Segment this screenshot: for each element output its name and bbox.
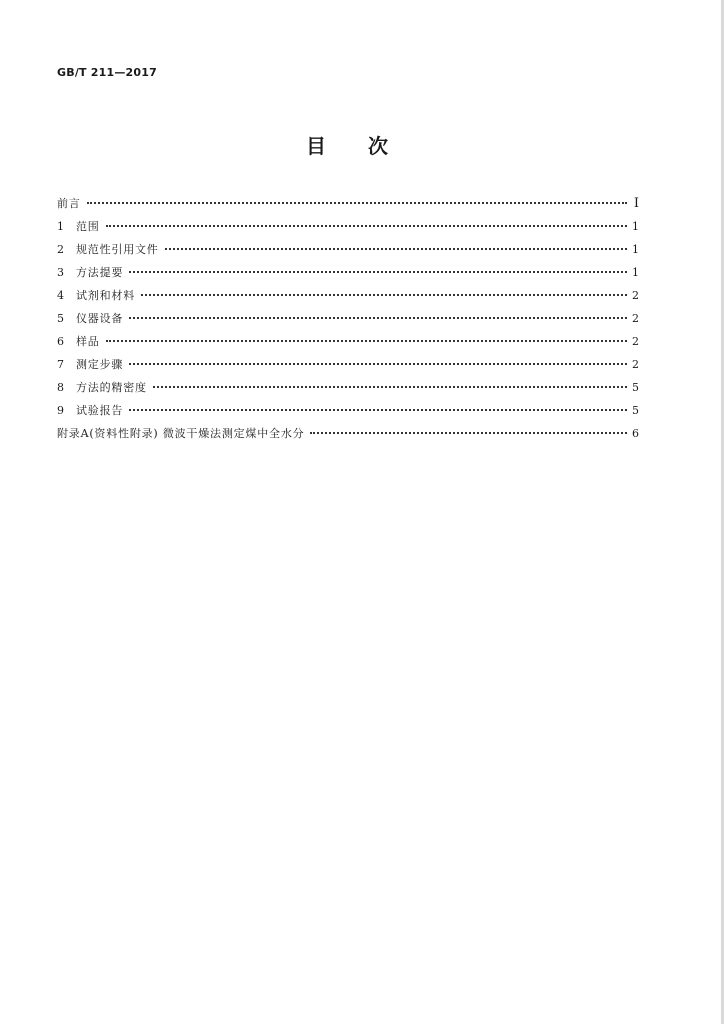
toc-entry-number: 9 xyxy=(57,404,64,417)
toc-entry[interactable] xyxy=(57,261,639,284)
toc-entry[interactable] xyxy=(57,238,639,261)
toc-entry-title: 前言 xyxy=(57,197,81,210)
toc-entry-number: 7 xyxy=(57,358,64,371)
toc-entry-page-number: 1 xyxy=(632,220,639,233)
toc-entry-number: 5 xyxy=(57,312,64,325)
toc-entry-page-number: 5 xyxy=(632,381,639,394)
toc-entry-page-number: 2 xyxy=(632,289,639,302)
toc-entry-title: 方法提要 xyxy=(76,266,124,279)
toc-entry[interactable] xyxy=(57,330,639,353)
toc-entry-page-number: 2 xyxy=(632,312,639,325)
dot-leader xyxy=(106,225,627,227)
toc-entry-title: 规范性引用文件 xyxy=(76,243,159,256)
toc-entry[interactable] xyxy=(57,307,639,330)
dot-leader xyxy=(141,294,627,296)
toc-entry[interactable] xyxy=(57,353,639,376)
toc-entry-number: 2 xyxy=(57,243,64,256)
toc-entry-number: 3 xyxy=(57,266,64,279)
dot-leader xyxy=(153,386,627,388)
dot-leader xyxy=(310,432,627,434)
toc-entry-title: 仪器设备 xyxy=(76,312,124,325)
toc-entry-number: 1 xyxy=(57,220,64,233)
toc-entry[interactable] xyxy=(57,192,639,215)
dot-leader xyxy=(87,202,627,204)
toc-entry-title: 试剂和材料 xyxy=(76,289,135,302)
toc-entry-number: 4 xyxy=(57,289,64,302)
toc-entry-page-number: 2 xyxy=(632,358,639,371)
toc-entry-number: 8 xyxy=(57,381,64,394)
toc-entry-title: 测定步骤 xyxy=(76,358,124,371)
toc-entry-number: 6 xyxy=(57,335,64,348)
toc-entry-title: 方法的精密度 xyxy=(76,381,147,394)
toc-entry-title: 范围 xyxy=(76,220,100,233)
toc-entry[interactable] xyxy=(57,422,639,445)
dot-leader xyxy=(106,340,627,342)
toc-entry-page-number: 1 xyxy=(632,266,639,279)
toc-entry-page-number: 1 xyxy=(632,243,639,256)
dot-leader xyxy=(129,409,627,411)
toc-entry-page-number: 5 xyxy=(632,404,639,417)
toc-entry-page-number: I xyxy=(633,196,639,211)
standard-code: GB/T 211—2017 xyxy=(57,66,157,79)
dot-leader xyxy=(129,317,627,319)
dot-leader xyxy=(165,248,627,250)
toc-entry-title: 试验报告 xyxy=(76,404,124,417)
toc-entry[interactable] xyxy=(57,215,639,238)
dot-leader xyxy=(129,271,627,273)
toc-entry[interactable] xyxy=(57,376,639,399)
toc-list xyxy=(57,192,639,445)
dot-leader xyxy=(129,363,627,365)
toc-entry-title: 样品 xyxy=(76,335,100,348)
toc-entry-title: 附录A(资料性附录) 微波干燥法测定煤中全水分 xyxy=(57,427,305,440)
toc-title: 目次 xyxy=(306,134,430,158)
toc-entry[interactable] xyxy=(57,284,639,307)
toc-entry-page-number: 2 xyxy=(632,335,639,348)
toc-entry-page-number: 6 xyxy=(632,427,639,440)
toc-entry[interactable] xyxy=(57,399,639,422)
